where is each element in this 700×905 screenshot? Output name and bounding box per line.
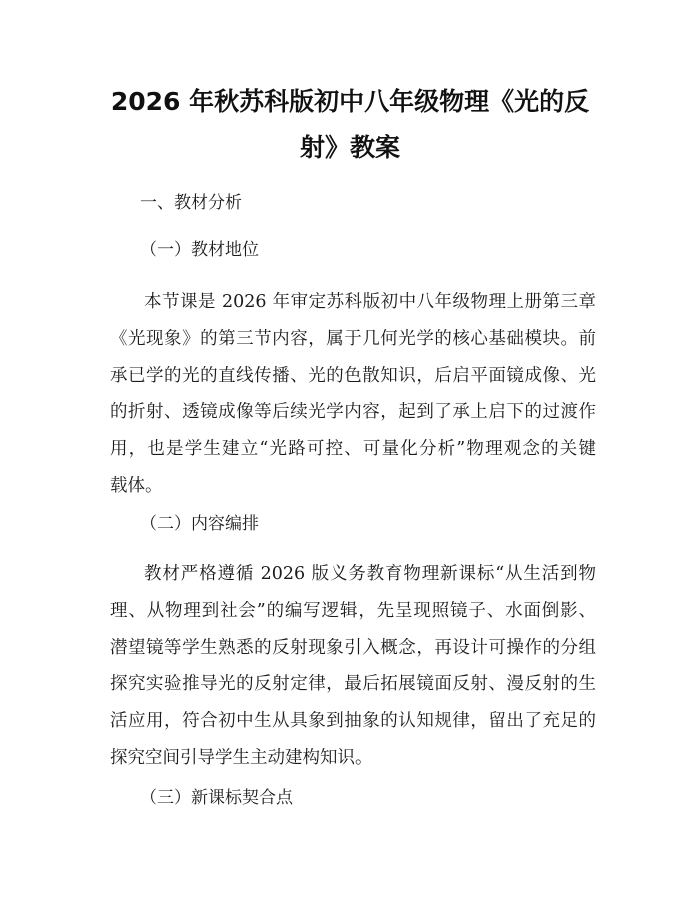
paragraph-line: 教材严格遵循 2026 版义务教育物理新课标“从生活到物 bbox=[144, 564, 596, 584]
document-title-line-2: 射》教案 bbox=[299, 133, 400, 162]
section-heading-textbook-analysis: 一、教材分析 bbox=[140, 193, 242, 213]
paragraph-line: 《光现象》的第三节内容，属于几何光学的核心基础模块。前 bbox=[110, 328, 596, 349]
paragraph-line: 载体。 bbox=[110, 475, 163, 496]
paragraph-line: 用，也是学生建立“光路可控、可量化分析”物理观念的关键 bbox=[110, 439, 596, 460]
paragraph-line: 探究空间引导学生主动建构知识。 bbox=[110, 747, 373, 768]
paragraph-line: 潜望镜等学生熟悉的反射现象引入概念，再设计可操作的分组 bbox=[110, 637, 596, 658]
paragraph-line: 承已学的光的直线传播、光的色散知识，后启平面镜成像、光 bbox=[110, 365, 596, 386]
paragraph-line: 探究实验推导光的反射定律，最后拓展镜面反射、漫反射的生 bbox=[110, 674, 596, 695]
paragraph-line: 的折射、透镜成像等后续光学内容，起到了承上启下的过渡作 bbox=[110, 402, 596, 423]
paragraph-line: 本节课是 2026 年审定苏科版初中八年级物理上册第三章 bbox=[144, 292, 596, 312]
subsection-heading-content-arrangement: （二）内容编排 bbox=[140, 514, 259, 534]
subsection-heading-curriculum-alignment: （三）新课标契合点 bbox=[140, 788, 293, 808]
subsection-heading-textbook-status: （一）教材地位 bbox=[140, 240, 259, 260]
paragraph-line: 活应用，符合初中生从具象到抽象的认知规律，留出了充足的 bbox=[110, 711, 596, 732]
paragraph-line: 理、从物理到社会”的编写逻辑，先呈现照镜子、水面倒影、 bbox=[110, 600, 596, 621]
paragraph-content-arrangement bbox=[110, 556, 596, 777]
document-title-line-1: 2026 年秋苏科版初中八年级物理《光的反 bbox=[110, 87, 590, 116]
paragraph-textbook-status bbox=[110, 284, 596, 505]
